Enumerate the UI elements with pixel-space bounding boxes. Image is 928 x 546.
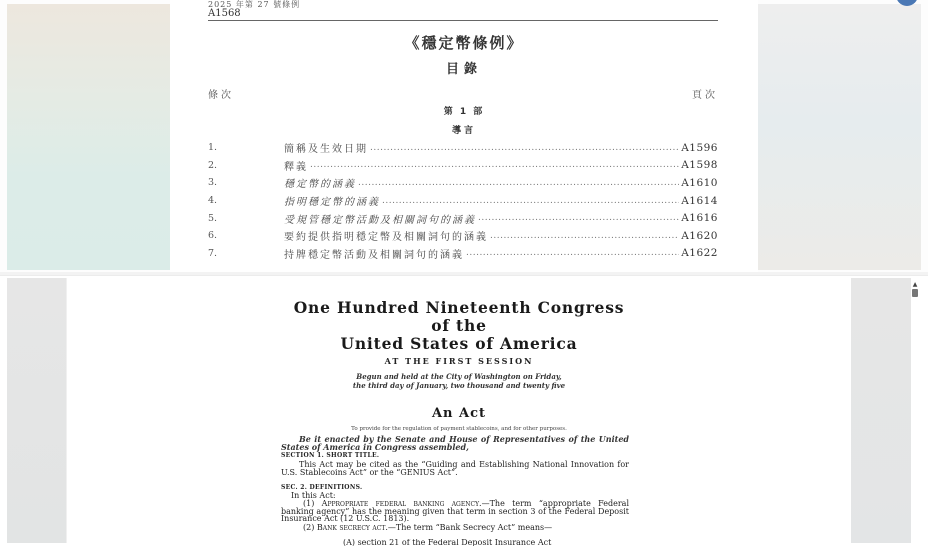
act-heading: An Act — [431, 406, 487, 421]
toc-row[interactable] — [208, 157, 718, 175]
document-title: 《穩定幣條例》 — [404, 34, 524, 52]
toc-row[interactable] — [208, 174, 718, 192]
toc-leader — [478, 213, 679, 223]
toc-leader — [358, 178, 679, 188]
section1-text: This Act may be cited as the “Guiding and Establishing National Innovation for U.S. Stablecoins Act” or the “GENIUS Act”. — [281, 460, 629, 477]
page-column-label: 頁次 — [692, 90, 718, 101]
act-purpose: To provide for the regulation of payment stablecoins, and for other purposes. — [351, 426, 567, 432]
toc-number: 3. — [208, 177, 218, 189]
toc-title: 指明穩定幣的涵義 — [284, 197, 380, 209]
definition-2-term: (2) Bank secrecy act. — [303, 523, 388, 532]
toc-leader — [490, 231, 679, 241]
part-title: 導言 — [451, 126, 476, 136]
toc-page: A1596 — [681, 141, 718, 154]
congress-heading-line3: United States of America — [340, 334, 578, 353]
table-of-contents — [208, 139, 718, 262]
left-margin-panel-bottom — [7, 278, 67, 543]
session-label: AT THE FIRST SESSION — [384, 356, 534, 366]
toc-row[interactable] — [208, 245, 718, 263]
page-number: A1568 — [208, 8, 241, 19]
toc-number: 4. — [208, 195, 218, 207]
toc-leader — [310, 160, 679, 170]
scrollbar-thumb[interactable] — [912, 289, 918, 297]
right-margin-panel-bottom — [851, 278, 911, 543]
toc-number: 1. — [208, 142, 218, 154]
toc-leader — [382, 196, 679, 206]
genius-act-page — [67, 278, 851, 546]
toc-title: 要約提供指明穩定幣及相關詞句的涵義 — [284, 232, 488, 244]
toc-leader — [370, 143, 679, 153]
toc-page: A1598 — [681, 159, 718, 172]
definition-1-term: (1) Appropriate federal banking agency. — [303, 499, 482, 508]
toc-row[interactable] — [208, 192, 718, 210]
toc-page: A1610 — [681, 176, 718, 189]
toc-row[interactable] — [208, 209, 718, 227]
part-label: 第 1 部 — [443, 107, 485, 117]
definition-2-text: —The term “Bank Secrecy Act” means— — [387, 523, 553, 532]
begun-line2: the third day of January, two thousand and twenty five — [352, 381, 566, 390]
toc-title: 穩定幣的涵義 — [284, 179, 356, 191]
toc-number: 6. — [208, 230, 218, 242]
running-header: 2025 年第 27 號條例 — [208, 0, 301, 9]
toc-page: A1622 — [681, 247, 718, 260]
toc-row[interactable] — [208, 139, 718, 157]
toc-title: 釋義 — [284, 161, 308, 173]
toc-title: 簡稱及生效日期 — [284, 144, 368, 156]
header-rule — [208, 20, 718, 21]
toc-page: A1614 — [681, 194, 718, 207]
section2-heading: SEC. 2. DEFINITIONS. — [281, 484, 363, 491]
toc-number: 2. — [208, 159, 218, 171]
toc-leader — [466, 248, 679, 258]
toc-page: A1620 — [681, 229, 718, 242]
definition-2a: (A) section 21 of the Federal Deposit Insurance Act — [343, 539, 552, 546]
scroll-up-arrow-icon[interactable]: ▲ — [912, 281, 918, 288]
toc-row[interactable] — [208, 227, 718, 245]
definition-2 — [281, 524, 629, 532]
definition-1 — [281, 500, 629, 523]
toc-number: 7. — [208, 247, 218, 259]
stablecoin-ordinance-page — [170, 0, 758, 272]
toc-title: 持牌穩定幣活動及相關詞句的涵義 — [284, 249, 464, 261]
toc-number: 5. — [208, 212, 218, 224]
chinese-document-panel — [0, 0, 928, 272]
begun-line1: Begun and held at the City of Washington on Friday, — [356, 372, 562, 381]
definition-1-text: —The term “appropriate Federal banking agency” has the meaning given that term in section 3 of the Federal Deposit Insurance Act (12 U.S.C. 1813). — [281, 499, 630, 524]
us-congress-document-panel — [0, 276, 928, 546]
right-margin-panel-top — [758, 4, 921, 270]
toc-heading: 目錄 — [445, 62, 482, 77]
congress-heading-line2: of the — [431, 316, 487, 335]
congress-heading-line1: One Hundred Nineteenth Congress — [293, 298, 625, 317]
section-column-label: 條次 — [208, 90, 234, 101]
enacting-clause: Be it enacted by the Senate and House of Representatives of the United States of America in Congress assembled, — [281, 434, 629, 452]
in-this-act: In this Act: — [291, 491, 336, 500]
toc-page: A1616 — [681, 212, 718, 225]
section1-heading: SECTION 1. SHORT TITLE. — [281, 452, 380, 459]
toc-title: 受規管穩定幣活動及相關詞句的涵義 — [284, 214, 476, 226]
left-margin-panel-top — [7, 4, 170, 270]
